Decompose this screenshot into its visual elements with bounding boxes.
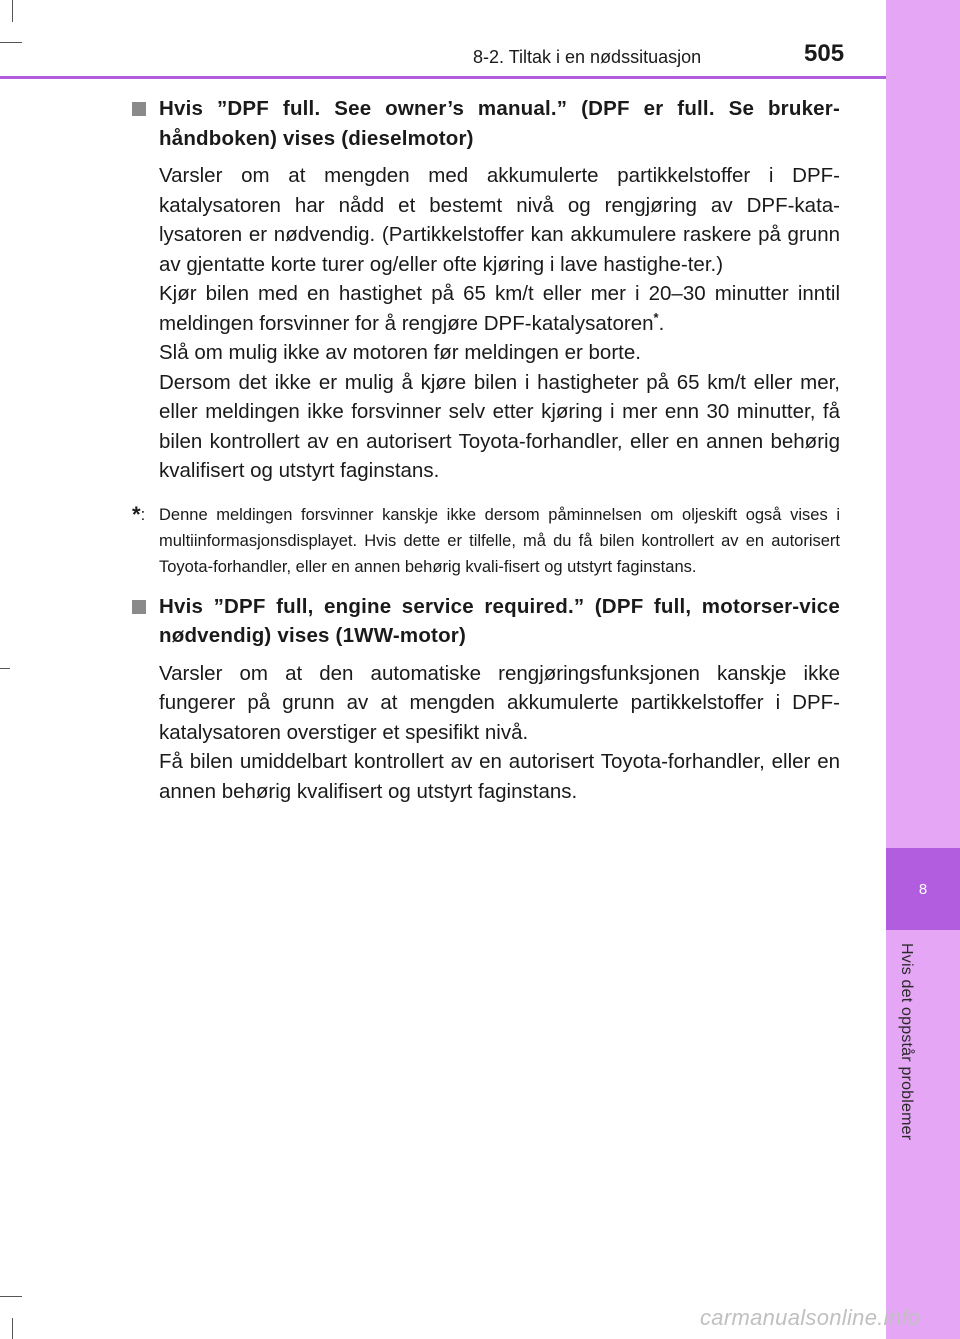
paragraph-text: Kjør bilen med en hastighet på 65 km/t eller mer i 20–30 minutter inntil meldingen forsvinner for å rengjøre DPF-katalysatoren <box>159 282 840 335</box>
crop-mark <box>12 1318 13 1339</box>
section-heading-text: Hvis ”DPF full. See owner’s manual.” (DPF er full. Se bruker-håndboken) vises (dieselmotor) <box>159 97 840 150</box>
square-bullet-icon <box>132 102 146 116</box>
watermark: carmanualsonline.info <box>700 1305 921 1330</box>
footnote-colon: : <box>140 505 146 524</box>
section-heading <box>130 592 840 651</box>
footnote-mark <box>132 502 145 528</box>
paragraph: Slå om mulig ikke av motoren før meldingen er borte. <box>159 341 641 364</box>
footnote <box>130 502 840 580</box>
square-bullet-icon <box>132 600 146 614</box>
page-content <box>130 94 840 806</box>
header-divider <box>0 76 886 79</box>
crop-mark <box>12 0 13 22</box>
crop-mark <box>0 1296 22 1297</box>
crop-mark <box>0 668 10 669</box>
paragraph: Dersom det ikke er mulig å kjøre bilen i hastigheter på 65 km/t eller mer, eller meldingen ikke forsvinner selv etter kjøring i mer enn 30 minutter, få bilen kontrollert av en autorisert Toyota-forhandler, eller en annen behørig kvalifisert og utstyrt faginstans. <box>159 370 840 482</box>
chapter-number-tab: 8 <box>886 848 960 930</box>
paragraph <box>130 279 840 338</box>
section-heading-text: Hvis ”DPF full, engine service required.” (DPF full, motorser-vice nødvendig) vises (1WW-motor) <box>159 594 840 647</box>
paragraph: Varsler om at mengden med akkumulerte partikkelstoffer i DPF-katalysatoren har nådd et bestemt nivå og rengjøring av DPF-kata-lysatoren er nødvendig. (Partikkelstoffer kan akkumulere raskere på grunn av gjentatte korte turer og/eller ofte kjøring i lave hastighe-ter.) <box>159 164 840 276</box>
section-title: 8-2. Tiltak i en nødssituasjon <box>473 47 702 67</box>
paragraph: Varsler om at den automatiske rengjøringsfunksjonen kanskje ikke fungerer på grunn av at mengden akkumulerte partikkelstoffer i DPF-katalysatoren overstiger et spesifikt nivå. <box>159 661 840 744</box>
section-heading <box>130 94 840 153</box>
paragraph-end: . <box>658 311 665 335</box>
chapter-title: Hvis det oppstår problemer <box>898 943 915 1141</box>
paragraph: Få bilen umiddelbart kontrollert av en autorisert Toyota-forhandler, eller en annen behørig kvalifisert og utstyrt faginstans. <box>159 750 840 803</box>
footnote-text: Denne meldingen forsvinner kanskje ikke dersom påminnelsen om oljeskift også vises i multiinformasjonsdisplayet. Hvis dette er tilfelle, må du få bilen kontrollert av en autorisert Toyota-forhandler, eller en annen behørig kvali-fisert og utstyrt faginstans. <box>159 505 840 576</box>
footnote-asterisk: * <box>132 501 141 527</box>
footnote-reference: * <box>653 309 659 325</box>
page-number: 505 <box>804 40 845 67</box>
crop-mark <box>0 42 22 43</box>
